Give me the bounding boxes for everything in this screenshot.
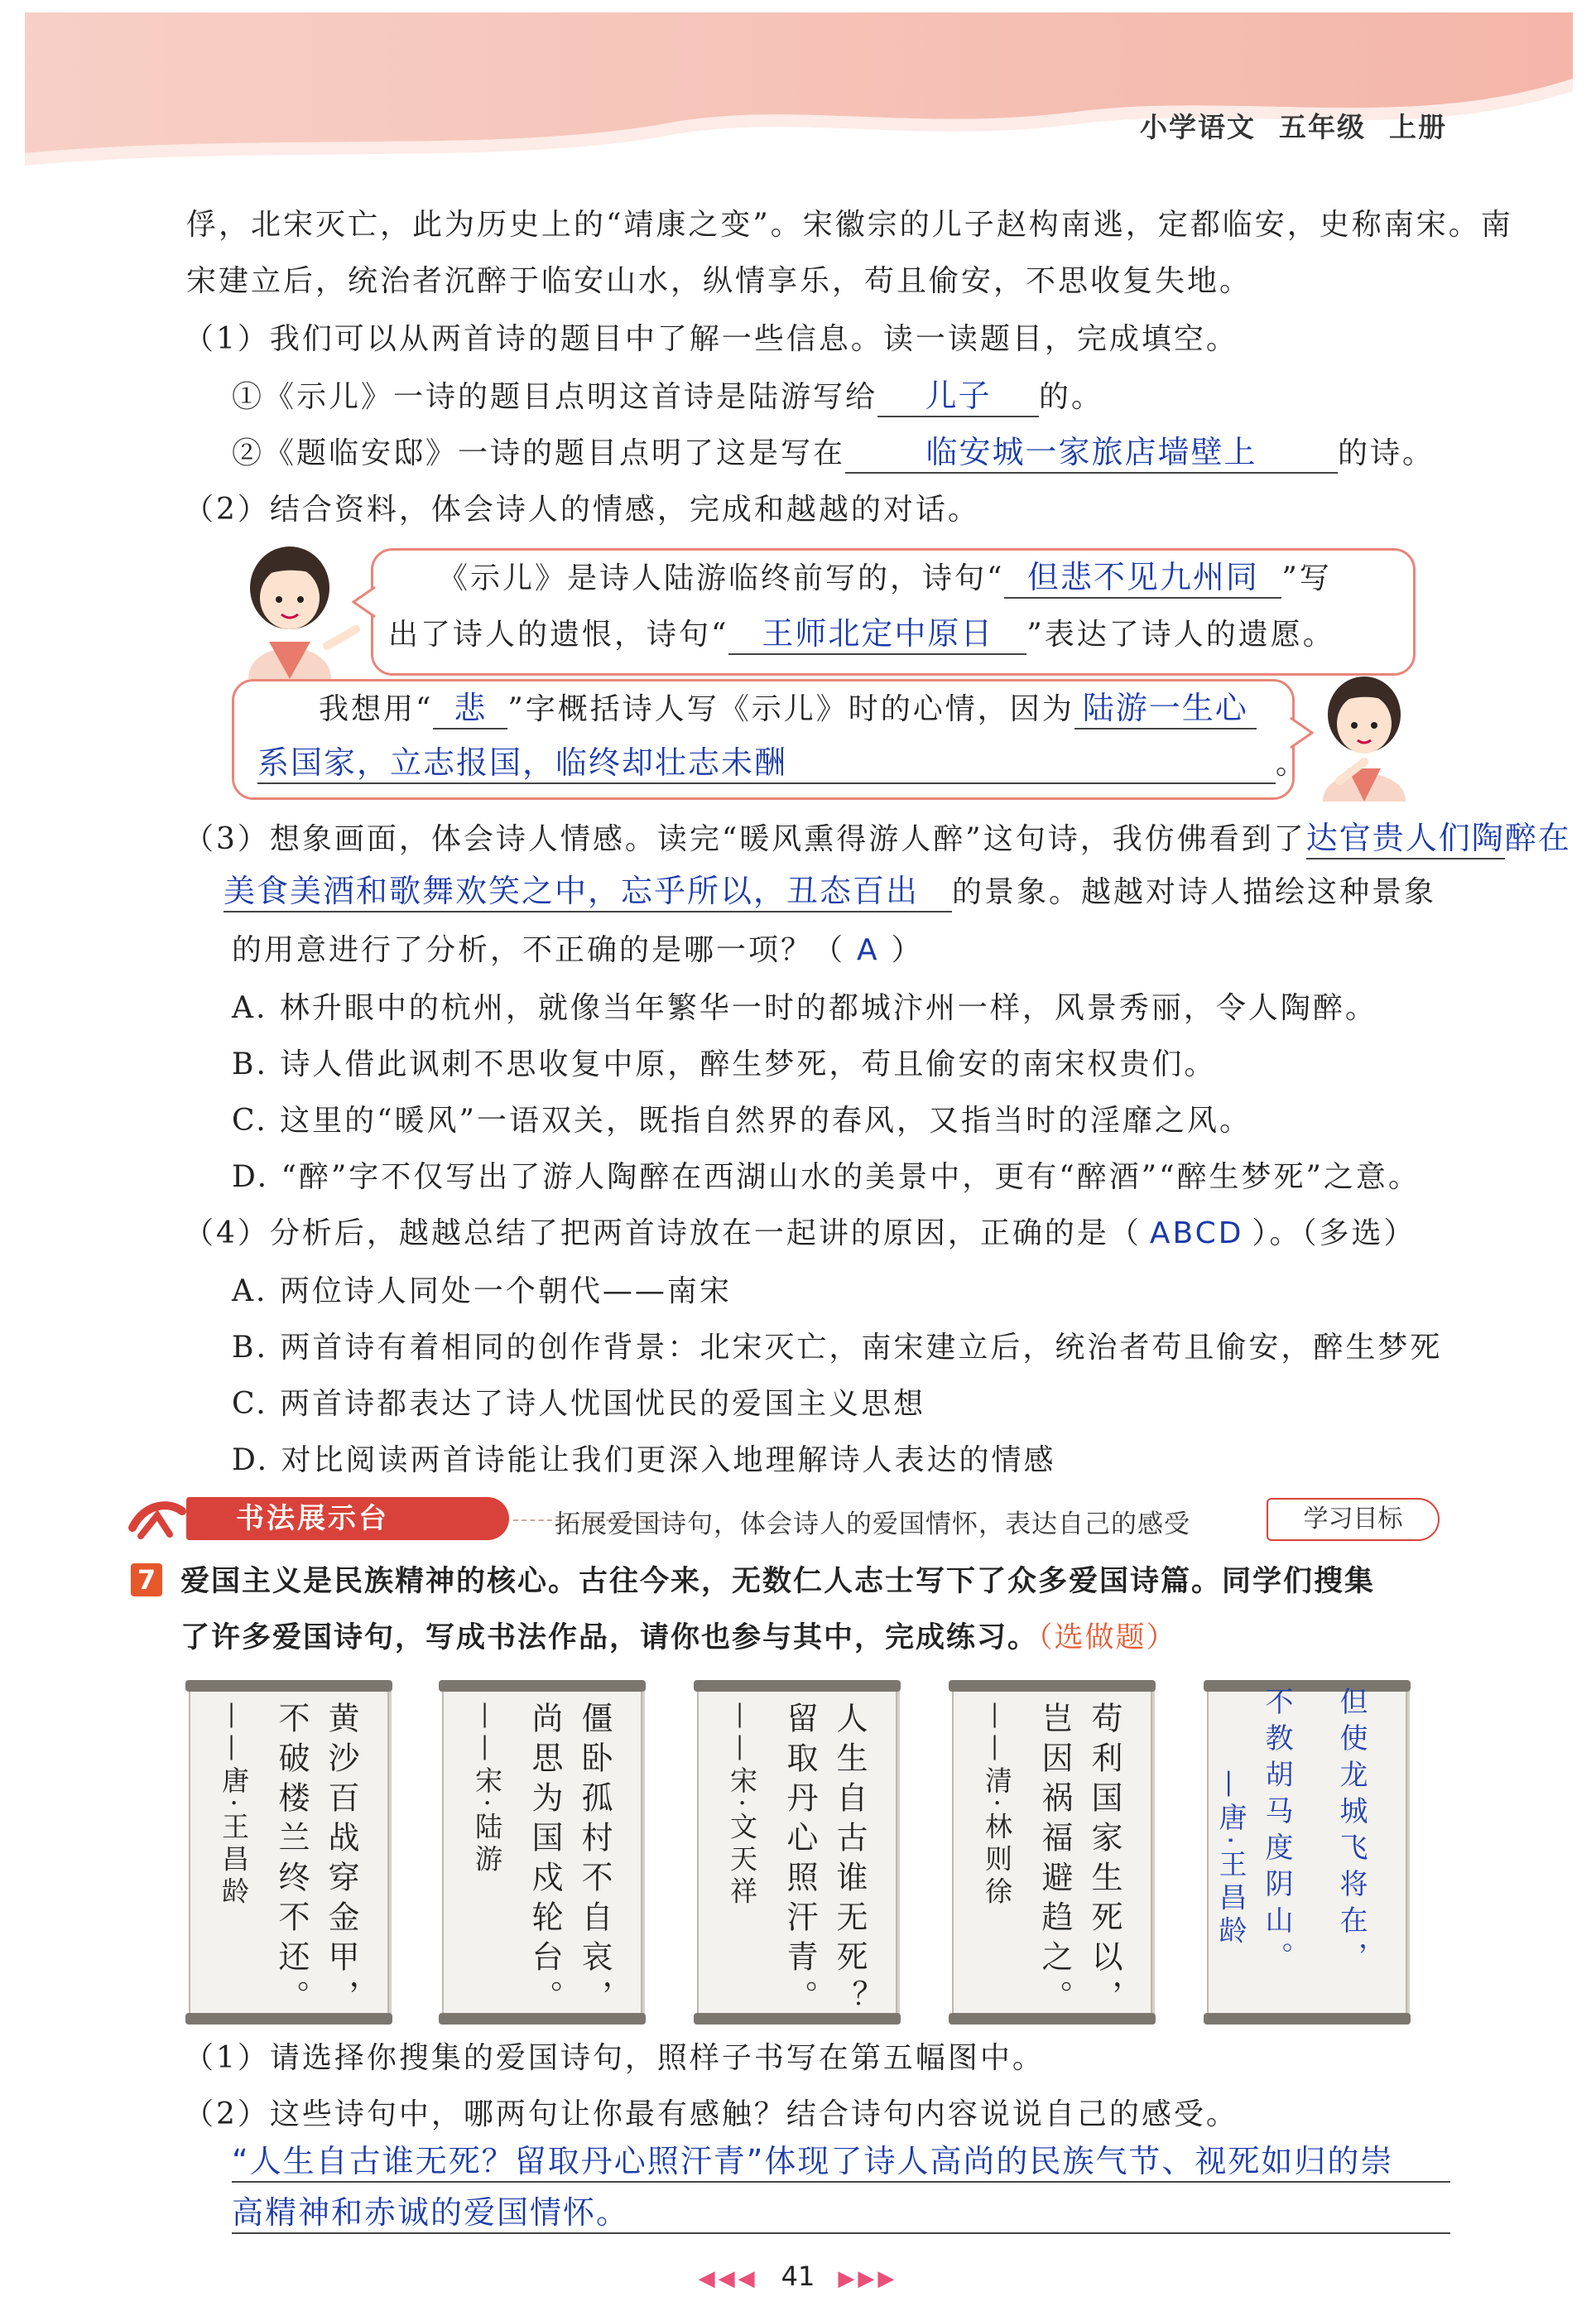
grade-label: 五年级 xyxy=(1279,111,1366,143)
q4-stem-prefix: （4）分析后，越越总结了把两首诗放在一起讲的原因，正确的是（ xyxy=(184,1216,1142,1250)
scroll-rod-top xyxy=(949,1680,1156,1692)
q3-blank-1[interactable] xyxy=(1305,820,1571,859)
bubble1-answer-1: 但悲不见九州同 xyxy=(1026,559,1259,595)
bubble2-end: 。 xyxy=(1276,747,1309,781)
calligraphy-scroll-2 xyxy=(442,1685,642,2020)
q4-option-c: C. 两首诗都表达了诗人忧国忧民的爱国主义思想 xyxy=(232,1387,926,1421)
calligraphy-scroll-5[interactable] xyxy=(1207,1685,1407,2020)
sub2-answer-line-2[interactable] xyxy=(232,2194,1450,2234)
q3-option-d: D. “醉”字不仅写出了游人陶醉在西湖山水的美景中，更有“醉酒”“醉生梦死”之意。 xyxy=(232,1160,1421,1194)
sub-question-2: （2）这些诗句中，哪两句让你最有感触？结合诗句内容说说自己的感受。 xyxy=(184,2097,1238,2131)
bubble1-prefix: 《示儿》是诗人陆游临终前写的，诗句“ xyxy=(438,561,1005,595)
section-goal: 拓展爱国诗句，体会诗人的爱国情怀，表达自己的感受 xyxy=(555,1509,1190,1539)
page-footer xyxy=(0,2261,1596,2292)
scroll2-col-2: 尚思为国戍轮台。 xyxy=(526,1702,563,2020)
scroll2-author: ——宋·陆游 xyxy=(471,1702,503,1877)
bubble-tail-left xyxy=(352,585,377,619)
scroll2-col-1: 僵卧孤村不自哀， xyxy=(576,1702,613,2020)
q3-option-b: B. 诗人借此讽刺不思收复中原，醉生梦死，苟且偷安的南宋权贵们。 xyxy=(232,1047,1217,1081)
bubble2-answer-2b: 系国家，立志报国，临终却壮志未酬 xyxy=(257,744,788,781)
header-band xyxy=(0,0,1596,166)
q4-answer: ABCD xyxy=(1149,1216,1244,1250)
bubble2-mid: ”字概括诗人写《示儿》时的心情，因为 xyxy=(507,692,1074,726)
bubble2-line-1 xyxy=(319,690,1257,729)
q7-line-1: 爱国主义是民族精神的核心。古往今来，无数仁人志士写下了众多爱国诗篇。同学们搜集 xyxy=(180,1565,1376,1598)
bubble2-blank-1[interactable] xyxy=(433,690,507,729)
q3-option-c: C. 这里的“暖风”一语双关，既指自然界的春风，又指当时的淫靡之风。 xyxy=(232,1104,1252,1138)
bubble1-mid: ”写 xyxy=(1281,561,1332,595)
student-avatar-right xyxy=(1306,669,1422,802)
scroll3-col-1: 人生自古谁无死？ xyxy=(831,1702,868,2020)
scroll-rod-bottom xyxy=(1204,2013,1411,2025)
q4-stem xyxy=(184,1214,1416,1254)
scroll-rod-top xyxy=(1204,1680,1411,1692)
q3-option-a: A. 林升眼中的杭州，就像当年繁华一时的都城汴州一样，风景秀丽，令人陶醉。 xyxy=(232,991,1377,1025)
q3-line-3 xyxy=(232,931,924,970)
volume-label: 上册 xyxy=(1389,111,1447,143)
bubble1-blank-1[interactable] xyxy=(1004,559,1281,599)
q7-line2-text: 了许多爱国诗句，写成书法作品，请你也参与其中，完成练习。 xyxy=(180,1621,1039,1654)
sub2-answer-blank-2[interactable] xyxy=(232,2194,1450,2234)
q1-a-prefix: ①《示儿》一诗的题目点明这首诗是陆游写给 xyxy=(232,380,878,414)
scroll4-author: ——清·林则徐 xyxy=(981,1702,1013,1909)
bubble1-line-2 xyxy=(388,615,1335,655)
page-number: 41 xyxy=(781,2261,815,2292)
q2-stem: （2）结合资料，体会诗人的情感，完成和越越的对话。 xyxy=(184,493,980,527)
scroll-rod-top xyxy=(185,1680,392,1692)
sub2-answer-line-1[interactable] xyxy=(232,2143,1450,2183)
learning-goal-tag: 学习目标 xyxy=(1267,1498,1440,1541)
bubble2-line-2 xyxy=(257,744,1308,784)
q3-choice-answer: A xyxy=(857,933,880,967)
prev-page-arrows[interactable]: ◀◀◀ xyxy=(698,2266,758,2291)
bubble1-answer-2: 王师北定中原日 xyxy=(762,615,994,652)
q4-option-a: A. 两位诗人同处一个朝代——南宋 xyxy=(232,1274,732,1308)
q7-line-2 xyxy=(180,1618,1177,1658)
dialogue-bubble-1 xyxy=(371,548,1416,676)
sub-question-1: （1）请选择你搜集的爱国诗句，照样子书写在第五幅图中。 xyxy=(184,2041,1045,2075)
q1-a-answer: 儿子 xyxy=(925,378,992,414)
intro-line-2: 宋建立后，统治者沉醉于临安山水，纵情享乐，苟且偷安，不思收复失地。 xyxy=(186,264,1252,298)
scroll1-author: ——唐·王昌龄 xyxy=(218,1702,250,1909)
q3-stem: （3）想象画面，体会诗人情感。读完“暖风熏得游人醉”这句诗，我仿佛看到了 xyxy=(184,822,1306,856)
q1-stem: （1）我们可以从两首诗的题目中了解一些信息。读一读题目，完成填空。 xyxy=(184,322,1238,356)
bubble2-blank-2-cont[interactable] xyxy=(257,744,1276,784)
bubble1-suffix: ”表达了诗人的遗愿。 xyxy=(1026,618,1335,652)
sub2-answer-text-2: 高精神和赤诚的爱国情怀。 xyxy=(232,2194,630,2231)
sub2-answer-text-1: “人生自古谁无死？留取丹心照汗青”体现了诗人高尚的民族气节、视死如归的崇 xyxy=(232,2143,1394,2179)
q1-a-blank[interactable] xyxy=(877,378,1039,417)
q1-a-suffix: 的。 xyxy=(1039,380,1104,414)
scroll3-col-2: 留取丹心照汗青。 xyxy=(781,1702,818,2020)
bubble2-answer-2a: 陆游一生心 xyxy=(1082,690,1248,726)
scroll5-author: —唐·王昌龄 xyxy=(1214,1770,1247,1949)
dialogue-bubble-2 xyxy=(232,679,1309,800)
q3-blank-2[interactable] xyxy=(224,873,952,912)
sub2-answer-blank-1[interactable] xyxy=(232,2143,1450,2183)
section-bar xyxy=(124,1495,1457,1544)
q1-b-blank[interactable] xyxy=(845,434,1338,474)
q1-part-a xyxy=(232,378,1103,417)
question-number-badge: 7 xyxy=(131,1563,162,1596)
q4-option-b: B. 两首诗有着相同的创作背景：北宋灭亡，南宋建立后，统治者苟且偷安，醉生梦死 xyxy=(232,1331,1443,1365)
scroll-rod-top xyxy=(439,1680,646,1692)
calligraphy-scroll-4 xyxy=(952,1685,1152,2020)
q1-part-b xyxy=(232,434,1435,474)
bubble2-prefix: 我想用“ xyxy=(319,692,434,726)
q3-line-2 xyxy=(224,873,1436,912)
q1-b-prefix: ②《题临安邸》一诗的题目点明了这是写在 xyxy=(232,436,846,470)
bubble1-prefix-2: 出了诗人的遗恨，诗句“ xyxy=(388,618,729,652)
q3-line3-prefix: 的用意进行了分析，不正确的是哪一项？（ xyxy=(232,933,846,967)
scroll5-col-1: 但使龙城飞将在， xyxy=(1334,1687,1368,1978)
student-avatar-left xyxy=(232,538,364,679)
q3-answer-b: 美食美酒和歌舞欢笑之中，忘乎所以，丑态百出 xyxy=(224,873,920,909)
q3-line3-suffix: ） xyxy=(891,933,924,967)
subject-label: 小学语文 xyxy=(1140,111,1256,143)
bubble2-answer-1: 悲 xyxy=(454,690,488,726)
calligraphy-scroll-3 xyxy=(697,1685,897,2020)
bubble1-blank-2[interactable] xyxy=(728,615,1026,655)
q3-post: 的景象。越越对诗人描绘这种景象 xyxy=(952,875,1437,909)
q1-b-answer: 临安城一家旅店墙壁上 xyxy=(925,434,1257,470)
scroll3-author: ——宋·文天祥 xyxy=(726,1702,758,1909)
scroll1-col-1: 黄沙百战穿金甲， xyxy=(323,1702,359,2020)
scroll5-col-2: 不教胡马度阴山。 xyxy=(1260,1687,1293,1978)
scroll1-col-2: 不破楼兰终不还。 xyxy=(273,1702,310,2020)
brush-icon xyxy=(124,1495,190,1544)
q1-b-suffix: 的诗。 xyxy=(1338,436,1435,470)
scroll4-col-1: 苟利国家生死以， xyxy=(1086,1702,1122,2020)
bubble1-line-1 xyxy=(438,559,1332,599)
next-page-arrows[interactable]: ▶▶▶ xyxy=(838,2266,898,2291)
q4-stem-suffix: ）。（多选） xyxy=(1252,1216,1416,1250)
intro-line-1: 俘，北宋灭亡，此为历史上的“靖康之变”。宋徽宗的儿子赵构南逃，定都临安，史称南宋。南 xyxy=(186,208,1513,242)
calligraphy-scroll-1 xyxy=(189,1685,389,2020)
q3-line-1 xyxy=(184,820,1571,859)
scroll4-col-2: 岂因祸福避趋之。 xyxy=(1036,1702,1073,2020)
q4-option-d: D. 对比阅读两首诗能让我们更深入地理解诗人表达的情感 xyxy=(232,1443,1056,1477)
optional-tag: （选做题） xyxy=(1038,1621,1177,1654)
section-label: 书法展示台 xyxy=(186,1497,509,1540)
scroll-rod-top xyxy=(694,1680,901,1692)
header-meta xyxy=(1117,106,1447,145)
bubble2-blank-2[interactable] xyxy=(1074,690,1257,729)
q3-answer-a: 达官贵人们陶醉在 xyxy=(1305,820,1571,856)
